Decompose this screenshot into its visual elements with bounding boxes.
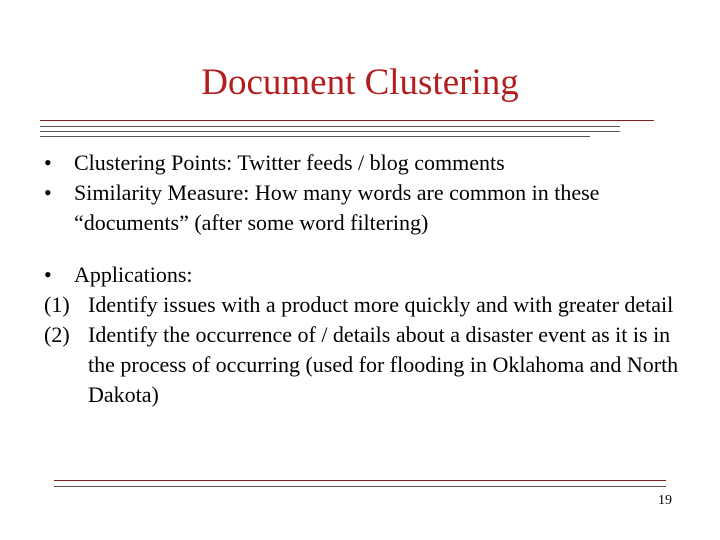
title-underline-rule xyxy=(40,136,590,137)
bullet-mark: • xyxy=(44,180,52,205)
numbered-item xyxy=(44,290,694,320)
title-underline-rule xyxy=(40,120,654,121)
bullet-item xyxy=(44,178,694,238)
item-number: (2) xyxy=(44,322,70,347)
bullet-text: Similarity Measure: How many words are common in these “documents” (after some word filtering) xyxy=(74,180,600,235)
slide-body xyxy=(44,148,694,410)
bullet-item xyxy=(44,260,694,290)
item-number: (1) xyxy=(44,292,70,317)
item-text: Identify issues with a product more quickly and with greater detail xyxy=(88,292,674,317)
bullet-item xyxy=(44,148,694,178)
title-underline-rule xyxy=(40,131,620,132)
bullet-mark: • xyxy=(44,262,52,287)
applications-label: Applications: xyxy=(74,262,193,287)
bullet-mark: • xyxy=(44,150,52,175)
numbered-item xyxy=(44,320,694,410)
footer-rule xyxy=(54,486,666,487)
footer-rule xyxy=(54,480,666,481)
spacer xyxy=(44,238,694,260)
item-text: Identify the occurrence of / details about a disaster event as it is in the process of occurring (used for flooding in Oklahoma and North Dakota) xyxy=(88,322,679,407)
title-underline-rule xyxy=(40,126,620,127)
page-number: 19 xyxy=(658,493,672,508)
slide-title: Document Clustering xyxy=(201,62,519,103)
bullet-text: Clustering Points: Twitter feeds / blog comments xyxy=(74,150,505,175)
